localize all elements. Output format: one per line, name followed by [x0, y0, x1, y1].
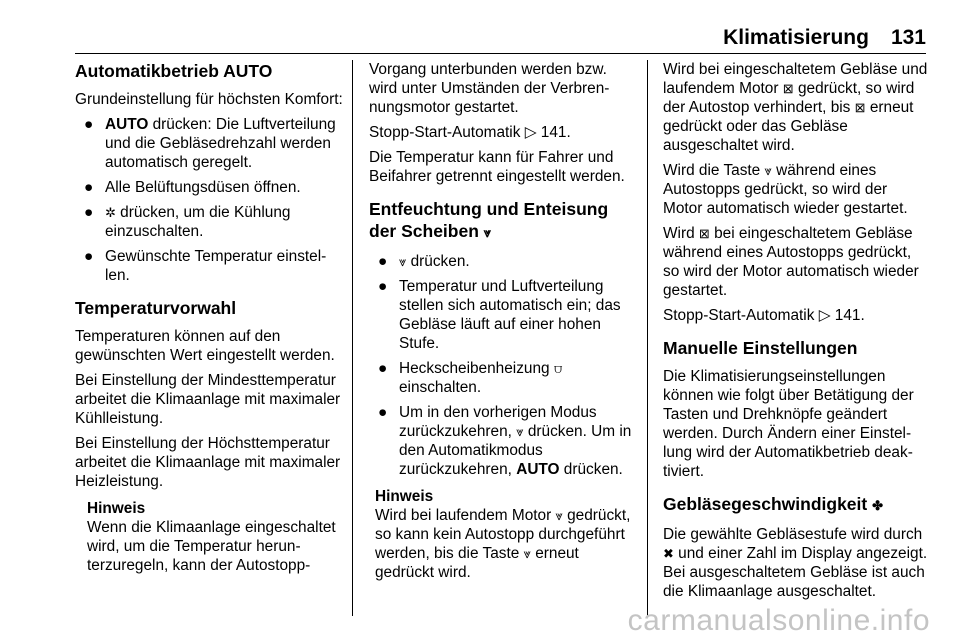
paragraph-text: bei eingeschaltetem Gebläse während eines Autostopps gedrückt, so wird der Motor automatisch wieder gestartet.: [663, 225, 919, 299]
bullet-icon: ●: [84, 116, 94, 133]
note-text-part: gedrückt, so kann kein Autostopp durchgeführt werden, bis die Taste: [375, 507, 631, 562]
fan-off-icon: ⊠: [698, 226, 710, 241]
paragraph: Bei Einstellung der Höchsttemperatur arbeitet die Klimaanlage mit maximaler Heizleistung.: [75, 435, 341, 490]
paragraph: Bei Einstellung der Mindesttemperatur arbeitet die Klimaanlage mit maximaler Kühlleistung.: [75, 372, 341, 427]
column-1: [75, 60, 345, 575]
defrost-icon: ⩔: [516, 424, 524, 439]
paragraph-continuation: Vorgang unterbunden werden bzw. wird unter Umständen der Verbrennungsmotor gestartet.: [369, 61, 610, 116]
list-item-text: drücken: Die Luftverteilung und die Gebläsedrehzahl werden automatisch geregelt.: [105, 116, 336, 171]
auto-key-label: AUTO: [516, 461, 560, 478]
fan-off-icon: ⊠: [854, 100, 866, 115]
list-item: [75, 115, 345, 172]
list-item: [369, 359, 635, 397]
page-reference-link[interactable]: ▷ 141.: [818, 307, 865, 324]
paragraph-grundeinstellung: Grundeinstellung für höchsten Komfort:: [75, 91, 343, 108]
list-item-text: Temperatur und Luftverteilung stellen sich automatisch ein; das Gebläse läuft auf einer hohen Stufe.: [399, 278, 621, 352]
header-rule: [75, 53, 926, 54]
note-box: [87, 499, 345, 575]
paragraph: [663, 525, 929, 601]
defrost-icon: ⩔: [483, 225, 492, 240]
paragraph: [663, 161, 929, 218]
paragraph-text: während eines Autostopps gedrückt, so wird der Motor automatisch wieder gestartet.: [663, 162, 908, 217]
stopp-start-reference: [663, 306, 929, 325]
note-title: Hinweis: [87, 500, 146, 517]
column-divider-2: [647, 60, 648, 616]
list-item-text: einschalten.: [399, 379, 482, 396]
defrost-icon: ⩔: [523, 546, 531, 561]
defrost-icon: ⩔: [764, 163, 772, 178]
auto-key-label: AUTO: [105, 116, 149, 133]
paragraph: [663, 60, 929, 155]
paragraph-text: und einer Zahl im Display angezeigt. Bei ausgeschaltetem Gebläse ist auch die Klimaanlage ausgeschaltet.: [663, 545, 928, 600]
list-item: [75, 203, 345, 241]
list-item-text: Alle Belüftungsdüsen öffnen.: [105, 179, 301, 196]
note-box: [375, 487, 635, 582]
fan-icon: ✤: [872, 498, 884, 513]
heading-text: Entfeuchtung und Enteisung der Scheiben: [369, 199, 609, 241]
page-reference-link[interactable]: ▷ 141.: [524, 124, 571, 141]
list-item: [369, 403, 635, 479]
paragraph-text: gedrückt, so wird der Autostop verhindert, bis: [663, 80, 915, 116]
note-text: Wenn die Klimaanlage eingeschaltet wird, um die Temperatur herunterzuregeln, kann der Autostopp-: [87, 519, 336, 574]
stopp-start-reference: [369, 123, 635, 142]
note-text: [375, 506, 635, 582]
list-item: [75, 178, 345, 197]
list-item-text: Heckscheibenheizung: [399, 360, 554, 377]
bullet-icon: ●: [378, 404, 388, 421]
defrost-icon: ⩔: [555, 508, 563, 523]
ac-snowflake-icon: ✲: [105, 205, 116, 220]
paragraph-text: erneut gedrückt oder das Gebläse ausgeschaltet wird.: [663, 99, 914, 154]
note-title: Hinweis: [375, 488, 434, 505]
page-number: 131: [890, 26, 926, 49]
list-item-text: drücken.: [406, 253, 470, 270]
list-item-text: Um in den vorherigen Modus zurückzukehren,: [399, 404, 597, 440]
paragraph: Die Klimatisierungseinstellungen können wie folgt über Betätigung der Tasten und Drehknöpfe geändert werden. Durch Ändern einer Einstellung wird der Automatikbetrieb deaktiviert.: [663, 368, 914, 480]
list-item-text: drücken. Um in den Automatikmodus zurückzukehren,: [399, 423, 632, 478]
list-item-text: drücken, um die Kühlung einzuschalten.: [105, 204, 291, 240]
bullet-icon: ●: [378, 253, 388, 270]
watermark: carmanualsonline.info: [627, 604, 930, 637]
paragraph: [663, 224, 929, 300]
list-item: [369, 277, 635, 353]
rear-window-heating-icon: ⩌: [553, 361, 563, 376]
reference-text: Stopp-Start-Automatik: [369, 124, 525, 141]
list-item: [75, 247, 345, 285]
note-text-part: erneut gedrückt wird.: [375, 545, 579, 581]
paragraph-text: Die gewählte Gebläsestufe wird durch: [663, 526, 923, 543]
list-item-text: Gewünschte Temperatur einstellen.: [105, 248, 327, 284]
heading-manuelle-einstellungen: Manuelle Einstellungen: [663, 338, 858, 358]
bullet-icon: ●: [84, 179, 94, 196]
paragraph-text: Wird die Taste: [663, 162, 765, 179]
reference-text: Stopp-Start-Automatik: [663, 307, 819, 324]
bullet-icon: ●: [84, 204, 94, 221]
paragraph-text: Wird bei eingeschaltetem Gebläse und laufendem Motor: [663, 61, 928, 97]
page-title: Klimatisierung: [723, 26, 869, 49]
paragraph: Die Temperatur kann für Fahrer und Beifahrer getrennt eingestellt werden.: [369, 149, 625, 185]
heading-automatikbetrieb: Automatikbetrieb AUTO: [75, 61, 273, 81]
list-item-text: drücken.: [559, 461, 623, 478]
page-header: [723, 26, 926, 50]
bullet-icon: ●: [378, 278, 388, 295]
fan-off-icon: ⊠: [782, 81, 794, 96]
heading-text: Gebläsegeschwindigkeit: [663, 494, 873, 514]
defrost-steps-list: [369, 252, 635, 479]
bullet-icon: ●: [84, 248, 94, 265]
auto-steps-list: [75, 115, 345, 285]
bullet-icon: ●: [378, 360, 388, 377]
column-3: [663, 60, 929, 607]
defrost-icon: ⩔: [399, 254, 407, 269]
paragraph-text: Wird: [663, 225, 699, 242]
list-item: [369, 252, 635, 271]
fan-speed-icon: ✖: [663, 546, 674, 561]
heading-geblaesegeschwindigkeit: [663, 493, 929, 517]
heading-temperaturvorwahl: Temperaturvorwahl: [75, 298, 237, 318]
heading-entfeuchtung: [369, 198, 635, 244]
note-text-part: Wird bei laufendem Motor: [375, 507, 556, 524]
paragraph: Temperaturen können auf den gewünschten Wert eingestellt werden.: [75, 328, 335, 364]
column-2: [369, 60, 635, 582]
column-divider-1: [352, 60, 353, 616]
